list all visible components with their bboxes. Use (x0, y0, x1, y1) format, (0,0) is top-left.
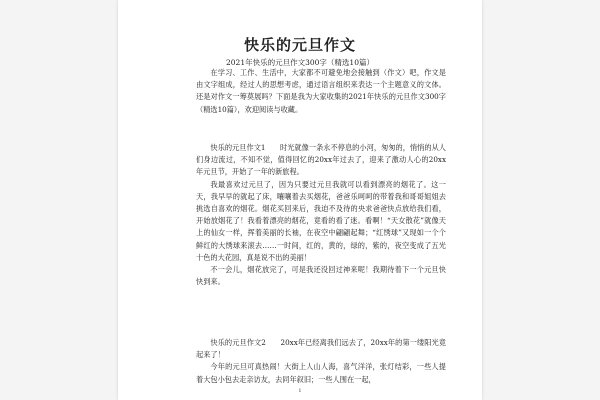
intro-paragraph-block (196, 67, 446, 116)
paragraph: 快乐的元旦作文2 20xx年已经离我们远去了，20xx年的第一缕阳光竟起来了！ (196, 338, 446, 360)
document-page (118, 0, 482, 400)
document-subtitle: 2021年快乐的元旦作文300字（精选10篇） (226, 58, 374, 67)
paragraph: 今年的元旦可真热闹！大街上人山人海，喜气洋洋，张灯结彩，一些人提着大包小包去走亲访友，去同年叙旧；一些人围在一起， (196, 362, 446, 384)
intro-paragraph: 在学习、工作、生活中，大家都不可避免地会接触到（作文）吧，作文是由文字组成，经过人的思想考虑，通过语言组织来表达一个主题意义的文体。还是对作文一筹莫展吗？下面是我为大家收集的2021年快乐的元旦作文300字（精选10篇），欢迎阅读与收藏。 (196, 68, 446, 114)
essay-section-1 (196, 142, 446, 288)
paragraph: 不一会儿，烟花放完了，可是我还没回过神来呢！我期待着下一个元旦快快到来。 (196, 265, 446, 287)
document-title: 快乐的元旦作文 (243, 36, 356, 54)
paragraph: 快乐的元旦作文1 时光就像一条永不停息的小河，匆匆的，悄悄的从人们身边流过，不知不觉，值得回忆的20xx年过去了，迎来了激动人心的20xx年元旦节，开始了一年的新旅程。 (196, 143, 446, 177)
paragraph: 我最喜欢过元旦了，因为只要过元旦我就可以看到漂亮的烟花了。这一天，我早早的就起了床，嚷嚷着去买烟花，爸爸乐呵呵的带着我和哥哥姐姐去挑选自喜欢的烟花。烟花买回来后，我迫不及待的央求爸爸快点放给我们看，开始放烟花了！我看着漂亮的烟花，竟看的看了迷。看啊！“天女散花”就像天上的仙女一样，挥着美丽的长袖，在夜空中翩翩起舞；“红绣球”又现如一个个鲜红的大绣球来滚去……一时间，红的，黄的，绿的，紫的，夜空变成了五光十色的大花园，真是说不出的美丽！ (196, 179, 446, 262)
essay-section-2 (196, 337, 446, 386)
page-number: 1 (298, 388, 302, 394)
